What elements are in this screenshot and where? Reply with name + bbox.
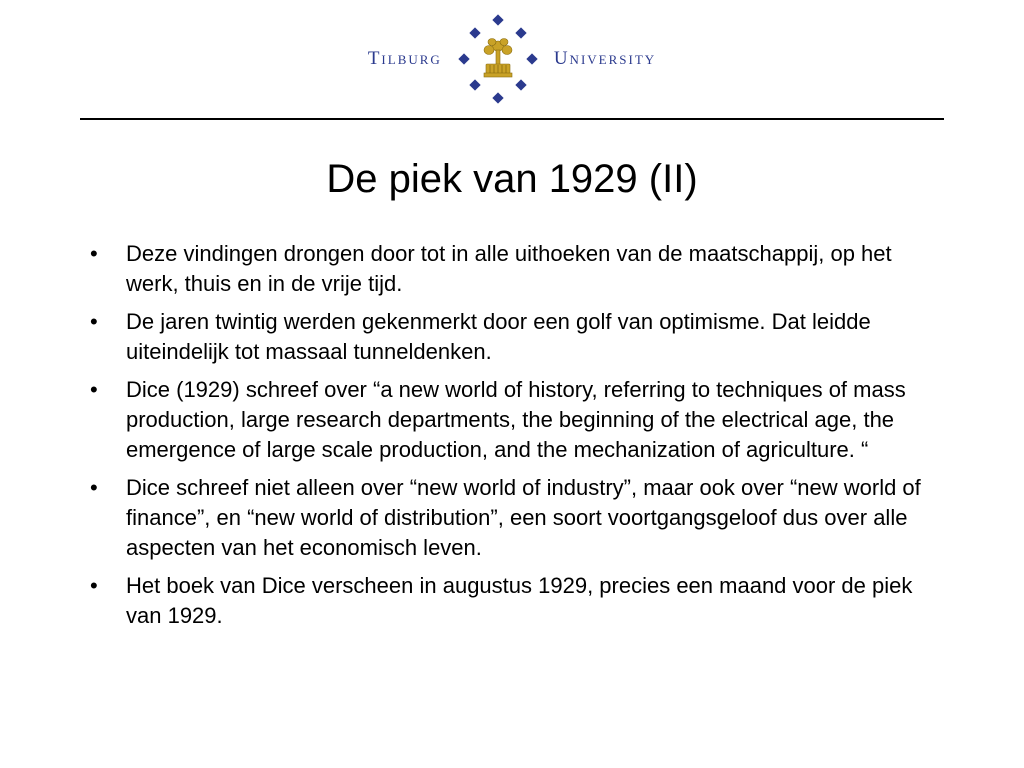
bullet-marker: • — [90, 309, 98, 334]
tilburg-university-logo — [0, 14, 1024, 104]
bullet-marker: • — [90, 573, 98, 598]
bullet-item — [90, 473, 950, 563]
logo-text-left: Tilburg — [367, 48, 442, 69]
bullet-text: De jaren twintig werden gekenmerkt door een golf van optimisme. Dat leidde uiteindelijk tot massaal tunneldenken. — [126, 309, 871, 364]
bullet-marker: • — [90, 475, 98, 500]
logo-text-right: University — [553, 48, 657, 69]
bullet-item — [90, 571, 950, 631]
university-seal-icon — [450, 14, 546, 104]
slide-title: De piek van 1929 (II) — [326, 157, 698, 201]
bullet-text: Het boek van Dice verscheen in augustus 1929, precies een maand voor de piek van 1929. — [126, 573, 913, 628]
header-divider — [80, 118, 944, 120]
bullet-text: Dice schreef niet alleen over “new world of industry”, maar ook over “new world of finance”, en “new world of distribution”, een soort voortgangsgeloof dus over alle aspecten van het economisch leven. — [126, 475, 921, 560]
bullet-marker: • — [90, 377, 98, 402]
slide-header — [0, 0, 1024, 120]
bullet-marker: • — [90, 241, 98, 266]
bullet-item — [90, 375, 950, 465]
bullet-text: Deze vindingen drongen door tot in alle uithoeken van de maatschappij, op het werk, thuis en in de vrije tijd. — [126, 241, 892, 296]
bullet-list — [90, 239, 950, 639]
bullet-item — [90, 239, 950, 299]
bullet-item — [90, 307, 950, 367]
bullet-text: Dice (1929) schreef over “a new world of history, referring to techniques of mass production, large research departments, the beginning of the electrical age, the emergence of large scale production, and the mechanization of agriculture. “ — [126, 377, 906, 462]
